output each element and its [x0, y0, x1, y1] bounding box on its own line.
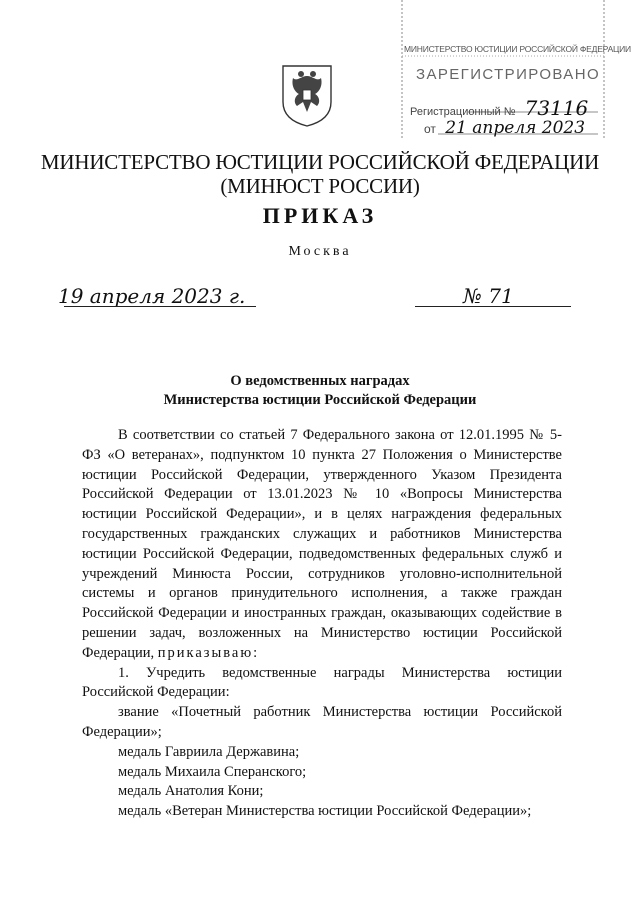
date-underline: [64, 306, 256, 307]
stamp-registration-label: Регистрационный №: [410, 106, 516, 118]
stamp-ministry-text: МИНИСТЕРСТВО ЮСТИЦИИ РОССИЙСКОЙ ФЕДЕРАЦИИ: [404, 44, 631, 54]
award-item: медаль Анатолия Кони;: [118, 783, 264, 800]
award-item: медаль Михаила Сперанского;: [118, 763, 307, 780]
heading-line-1: О ведомственных наградах: [230, 373, 410, 389]
order-date-field: [58, 282, 258, 312]
document-title: ПРИКАЗ: [262, 203, 378, 228]
item-1: 1. Учредить ведомственные награды Министерства юстиции Российской Федерации:: [82, 664, 562, 701]
decree-word: приказываю:: [157, 644, 260, 661]
city-name: Москва: [288, 244, 352, 259]
registration-stamp: [398, 0, 631, 140]
stamp-registration-number: [410, 96, 620, 120]
stamp-date-label: от: [424, 122, 436, 136]
preamble-paragraph: [82, 426, 562, 664]
ministry-line-2: (МИНЮСТ РОССИИ): [220, 174, 420, 198]
stamp-registered-text: ЗАРЕГИСТРИРОВАНО: [416, 66, 601, 83]
coat-of-arms-icon: [279, 62, 335, 128]
order-date: 19 апреля 2023 г.: [58, 284, 246, 308]
award-item: медаль Гавриила Державина;: [118, 743, 300, 760]
ministry-name: [0, 150, 640, 198]
order-body: [82, 426, 562, 822]
award-item: медаль «Ветеран Министерства юстиции Российской Федерации»;: [118, 803, 532, 820]
order-heading: [0, 372, 640, 410]
stamp-registration-value: 73116: [524, 96, 589, 120]
stamp-date-value: 21 апреля 2023: [445, 118, 586, 138]
preamble-text: В соответствии со статьей 7 Федерального закона от 12.01.1995 № 5-ФЗ «О ветеранах», подпунктом 10 пункта 27 Положения о Министерстве юстиции Российской Федерации, утвержденного Указом Президента Российской Федерации от 13.01.2023 № 10 «Вопросы Министерства юстиции Российской Федерации», и в целях награждения федеральных государственных гражданских служащих и работников Министерства юстиции Российской Федерации, подведомственных федеральных служб и учреждений Минюста России, сотрудников уголовно-исполнительной системы и органов принудительного исполнения, а также граждан Российской Федерации и иностранных граждан, оказывающих содействие в решении задач, возложенных на Министерство юстиции Российской Федерации,: [82, 427, 562, 661]
stamp-registration-date: [424, 118, 634, 138]
award-item: звание «Почетный работник Министерства юстиции Российской Федерации»;: [82, 704, 562, 740]
heading-line-2: Министерства юстиции Российской Федерации: [163, 392, 477, 408]
order-number: № 71: [463, 284, 514, 308]
number-underline: [415, 306, 571, 307]
order-number-field: [415, 282, 571, 312]
ministry-line-1: МИНИСТЕРСТВО ЮСТИЦИИ РОССИЙСКОЙ ФЕДЕРАЦИИ: [40, 150, 600, 174]
